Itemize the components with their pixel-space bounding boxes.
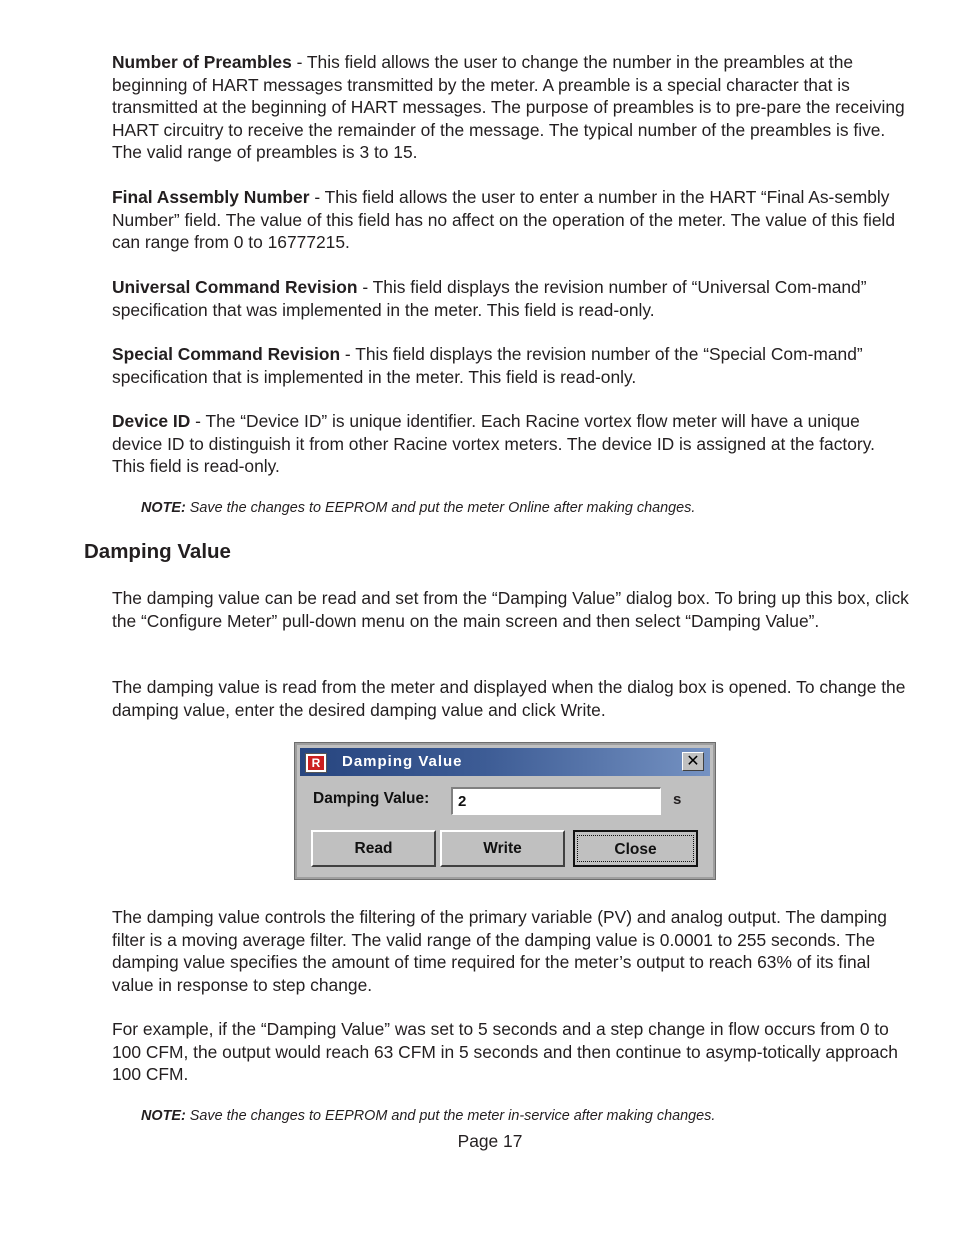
special-paragraph	[112, 343, 912, 388]
note-label: NOTE:	[141, 500, 186, 516]
damping-example-paragraph: For example, if the “Damping Value” was set to 5 seconds and a step change in flow occurs from 0 to 100 CFM, the output would reach 63 CFM in 5 seconds and then continue to asymp-totically approach 100 CFM.	[112, 1019, 898, 1085]
final-assembly-term: Final Assembly Number	[112, 187, 310, 207]
damping-read-paragraph: The damping value is read from the meter and displayed when the dialog box is opened. To change the damping value, enter the desired damping value and click Write.	[112, 677, 906, 720]
device-id-term: Device ID	[112, 411, 191, 431]
dialog-title-bar[interactable]	[300, 748, 710, 776]
device-id-text: - The “Device ID” is unique identifier. Each Racine vortex flow meter will have a unique device ID to distinguish it from other Racine vortex meters. The device ID is assigned at the factory. This field is read-only.	[112, 411, 875, 477]
close-button-label: Close	[577, 835, 694, 862]
app-r-icon	[305, 753, 327, 773]
note-text: Save the changes to EEPROM and put the meter in-service after making changes.	[185, 1108, 716, 1124]
page-number: Page 17	[457, 1131, 523, 1151]
preambles-term: Number of Preambles	[112, 52, 292, 72]
note-in-service	[141, 1107, 715, 1125]
app-icon-letter: R	[308, 756, 324, 770]
damping-filter-paragraph: The damping value controls the filtering of the primary variable (PV) and analog output. The damping filter is a moving average filter. The valid range of the damping value is 0.0001 to 255 seconds. The damping value specifies the amount of time required for the meter’s output to reach 63% of its final value in response to step change.	[112, 907, 887, 995]
device-id-paragraph	[112, 410, 912, 478]
close-button[interactable]	[573, 830, 698, 867]
note-text: Save the changes to EEPROM and put the meter Online after making changes.	[185, 500, 696, 516]
universal-paragraph	[112, 276, 912, 321]
write-button[interactable]: Write	[440, 830, 565, 867]
damping-value-dialog	[295, 743, 715, 879]
damping-value-input[interactable]	[451, 787, 661, 815]
close-icon[interactable]: ✕	[682, 752, 704, 771]
section-heading: Damping Value	[84, 540, 231, 563]
note-online	[141, 499, 695, 517]
final-assembly-paragraph	[112, 186, 912, 254]
damping-intro-paragraph: The damping value can be read and set from the “Damping Value” dialog box. To bring up this box, click the “Configure Meter” pull-down menu on the main screen and then select “Damping Value”.	[112, 588, 909, 631]
preambles-paragraph	[112, 51, 912, 164]
damping-value-label: Damping Value:	[313, 790, 430, 807]
note-label: NOTE:	[141, 1108, 186, 1124]
read-button[interactable]: Read	[311, 830, 436, 867]
preambles-text: - This field allows the user to change the number in the preambles at the beginning of HART messages transmitted by the meter. A preamble is a special character that is transmitted at the beginning of HART messages. The purpose of preambles is to pre-pare the receiving HART circuitry to receive the remainder of the message. The typical number of the preambles is five. The valid range of preambles is 3 to 15.	[112, 52, 905, 163]
universal-text: - This field displays the revision number of “Universal Com-mand” specification that was implemented in the meter. This field is read-only.	[112, 277, 867, 320]
final-assembly-text: - This field allows the user to enter a number in the HART “Final As-sembly Number” field. The value of this field has no affect on the operation of the meter. The value of this field can range from 0 to 16777215.	[112, 187, 896, 253]
universal-term: Universal Command Revision	[112, 277, 358, 297]
special-text: - This field displays the revision number of the “Special Com-mand” specification that is implemented in the meter. This field is read-only.	[112, 344, 863, 387]
unit-label: s	[673, 791, 682, 808]
dialog-title: Damping Value	[342, 753, 463, 770]
special-term: Special Command Revision	[112, 344, 341, 364]
